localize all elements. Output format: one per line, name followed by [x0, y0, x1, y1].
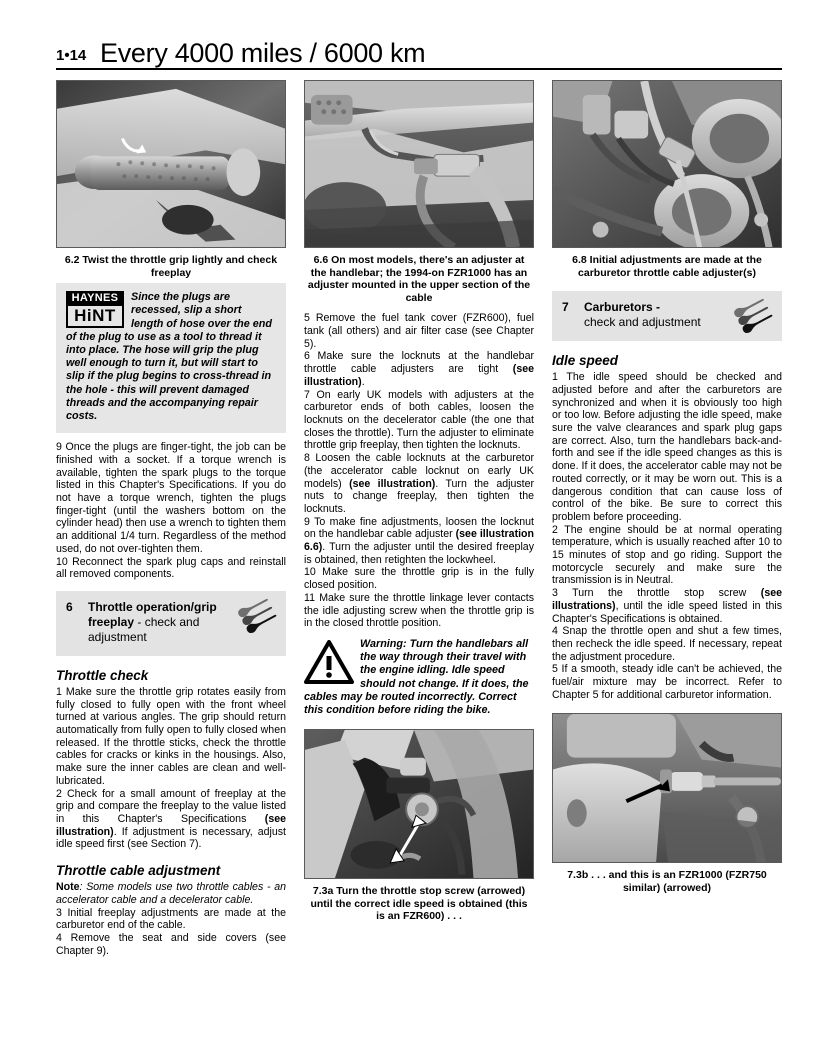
throttle-grip-photo-graphic	[57, 81, 285, 248]
section-6-title	[88, 600, 230, 645]
section-7-title	[584, 300, 726, 330]
paragraph-7: 7 On early UK models with adjusters at the carburetor ends of both cables, loosen the locknuts on the decelerator cable (the one that closes the throttle). Turn the adjuster to eliminate throttle grip freeplay, then tighten the locknuts.	[304, 388, 534, 452]
warning-box	[304, 638, 534, 717]
header-divider	[56, 68, 782, 70]
figure-6-2-caption: 6.2 Twist the throttle grip lightly and check freeplay	[64, 254, 278, 279]
paragraph-2-see-illustration: (see illustration)	[56, 812, 286, 838]
paragraph-9b-part-c: . Turn the adjuster until the desired freeplay is obtained, then retighten the lockwheel.	[304, 541, 534, 566]
warning-triangle-icon	[304, 640, 354, 684]
haynes-hint-logo	[66, 291, 124, 328]
section-6-title-bold: Throttle operation/grip freeplay	[88, 599, 217, 629]
page-number: 1•14	[56, 47, 87, 64]
paragraph-10: 10 Reconnect the spark plug caps and reinstall all removed components.	[56, 555, 286, 581]
section-7-title-bold: Carburetors -	[584, 300, 661, 315]
paragraph-2	[56, 788, 286, 852]
paragraph-8-part-a: 8 Loosen the cable locknuts at the carburetor (the accelerator cable locknut on early UK models)	[304, 452, 534, 490]
paragraph-3: 3 Initial freeplay adjustments are made at the carburetor end of the cable.	[56, 906, 286, 932]
paragraph-10b: 10 Make sure the throttle grip is in the fully closed position.	[304, 566, 534, 592]
paragraph-c3-4: 4 Snap the throttle open and shut a few times, then recheck the idle speed. If necessary, repeat the adjustment procedure.	[552, 625, 782, 663]
section-7-header	[552, 291, 782, 341]
paragraph-9b	[304, 516, 534, 567]
figure-7-3b-caption: 7.3b . . . and this is an FZR1000 (FZR750 similar) (arrowed)	[567, 869, 767, 895]
col1-body-3	[56, 881, 286, 957]
figure-7-3b-photo	[552, 713, 782, 863]
figure-6-2-photo	[56, 80, 286, 248]
paragraph-6-part-a: 6 Make sure the locknuts at the handlebar throttle cable adjusters are tight	[304, 350, 534, 376]
paragraph-6	[304, 350, 534, 388]
subhead-throttle-check: Throttle check	[56, 667, 149, 683]
section-6-header	[56, 591, 286, 656]
paragraph-9: 9 Once the plugs are finger-tight, the job can be finished with a socket. If a torque wrench is available, tighten the spark plugs to the torque listed in this Chapter's Specifications. If you do not have a torque wrench, tighten the plugs finger-tight (until the washers bottom on the cylinder head) then use a wrench to tighten them an additional 1/4 turn. Regardless of the method used, do not over-tighten them.	[56, 441, 286, 555]
column-middle	[304, 80, 534, 923]
page-header	[56, 28, 782, 68]
note-paragraph	[56, 881, 286, 906]
paragraph-8-part-c: . Turn the adjuster nuts to change freeplay, then tighten the locknuts.	[304, 477, 535, 515]
paragraph-5: 5 Remove the fuel tank cover (FZR600), fuel tank (all others) and air filter case (see Chapter 5).	[304, 312, 534, 350]
warning-text: Warning: Turn the handlebars all the way through their travel with the engine idling. Idle speed should not change. If it does, the cables may be routed incorrectly. Correct this condition before riding the bike.	[304, 637, 529, 716]
section-6-title-rest: - check and adjustment	[88, 614, 200, 644]
figure-7-3a-photo	[304, 729, 534, 879]
figure-6-6-caption: 6.6 On most models, there's an adjuster at the handlebar; the 1994-on FZR1000 has an adjuster mounted in the upper section of the cable	[307, 254, 531, 304]
carburetor-adjuster-photo-graphic	[553, 81, 781, 248]
paragraph-c3-1: 1 The idle speed should be checked and adjusted before and after the carburetors are synchronized and when it is obviously too high or too low. Before adjusting the idle speed, make sure the valve clearances and spark plug gaps are correct. Also, turn the handlebars back-and-forth and see if the idle speed changes as this is done. If it does, the accelerator cable may not be routed correctly, or it may be worn out. This is a dangerous condition that can cause loss of control of the bike. Be sure to correct this problem before proceeding.	[552, 371, 782, 523]
paragraph-c3-3	[552, 587, 782, 625]
paragraph-2-part-c: . If adjustment is necessary, adjust idle speed first (see Section 7).	[56, 825, 286, 851]
figure-7-3a-caption: 7.3a Turn the throttle stop screw (arrowed) until the correct idle speed is obtained (this is an FZR600) . . .	[310, 885, 528, 923]
paragraph-4: 4 Remove the seat and side covers (see Chapter 9).	[56, 931, 286, 957]
col3-body	[552, 371, 782, 701]
paragraph-9b-see-illustration: (see illustration 6.6)	[304, 528, 534, 554]
page-title: Every 4000 miles / 6000 km	[100, 38, 426, 68]
paragraph-2-part-a: 2 Check for a small amount of freeplay at the grip and compare the freeplay to the value listed in this Chapter's Specifications	[56, 787, 286, 825]
col2-body	[304, 312, 534, 630]
note-label: Note	[56, 881, 80, 894]
column-right	[552, 80, 782, 895]
column-left	[56, 80, 286, 957]
subhead-idle-speed: Idle speed	[552, 353, 619, 369]
subhead-throttle-cable-adjustment: Throttle cable adjustment	[56, 863, 221, 879]
paragraph-c3-3-see-illustrations: (see illustrations)	[552, 587, 782, 612]
paragraph-6-see-illustration: (see illustration)	[304, 363, 534, 388]
paragraph-1: 1 Make sure the throttle grip rotates easily from fully closed to fully open with the front wheel turned at various angles. The grip should return automatically from fully open to fully closed when released. If the throttle sticks, check the throttle cables for cracks or kinks in the housings. Also, make sure the inner cables are clean and well-lubricated.	[56, 685, 286, 787]
section-7-title-rest: check and adjustment	[584, 315, 701, 330]
col1-body	[56, 441, 286, 581]
haynes-logo-bottom: HiNT	[66, 306, 124, 328]
paragraph-9b-part-a: 9 To make fine adjustments, loosen the locknut on the handlebar cable adjuster	[304, 515, 534, 541]
section-7-number: 7	[562, 300, 569, 315]
paragraph-8	[304, 452, 534, 516]
figure-6-8-photo	[552, 80, 782, 248]
note-text: : Some models use two throttle cables - an accelerator cable and a decelerator cable.	[56, 881, 286, 906]
spanner-icon	[734, 297, 774, 337]
paragraph-11: 11 Make sure the throttle linkage lever contacts the idle adjusting screw when the throttle grip is in the closed throttle position.	[304, 591, 534, 630]
spanner-icon	[238, 597, 278, 637]
haynes-hint-box	[56, 283, 286, 433]
paragraph-c3-3-part-a: 3 Turn the throttle stop screw	[552, 587, 761, 600]
fzr1000-stop-screw-photo-graphic	[553, 714, 781, 863]
col1-body-2	[56, 686, 286, 851]
paragraph-c3-2: 2 The engine should be at normal operating temperature, which is usually reached after 10 to 15 minutes of stop and go riding. Support the motorcycle securely and make sure the transmission is in Neutral.	[552, 523, 782, 587]
paragraph-c3-3-part-c: , until the idle speed listed in this Chapter's Specifications is obtained.	[552, 599, 782, 625]
haynes-logo-top: HAYNES	[66, 291, 124, 306]
section-6-number: 6	[66, 599, 73, 614]
figure-6-8-caption: 6.8 Initial adjustments are made at the carburetor throttle cable adjuster(s)	[572, 254, 762, 279]
paragraph-c3-5: 5 If a smooth, steady idle can't be achieved, the fuel/air mixture may be incorrect. Refer to Chapter 5 for additional carburetor information.	[552, 663, 782, 701]
paragraph-6-part-c: .	[361, 375, 365, 388]
manual-page	[56, 0, 782, 1062]
figure-6-6-photo	[304, 80, 534, 248]
paragraph-8-see-illustration: (see illustration)	[349, 477, 436, 490]
fzr600-stop-screw-photo-graphic	[305, 730, 533, 879]
haynes-hint-text: Since the plugs are recessed, slip a short length of hose over the end of the plug to use as a tool to thread it into place. The hose will grip the plug well enough to turn it, but will start to slip if the plug begins to cross-thread in the hole - this will prevent damaged threads and the accompanying repair costs.	[66, 291, 272, 423]
handlebar-adjuster-photo-graphic	[305, 81, 533, 248]
